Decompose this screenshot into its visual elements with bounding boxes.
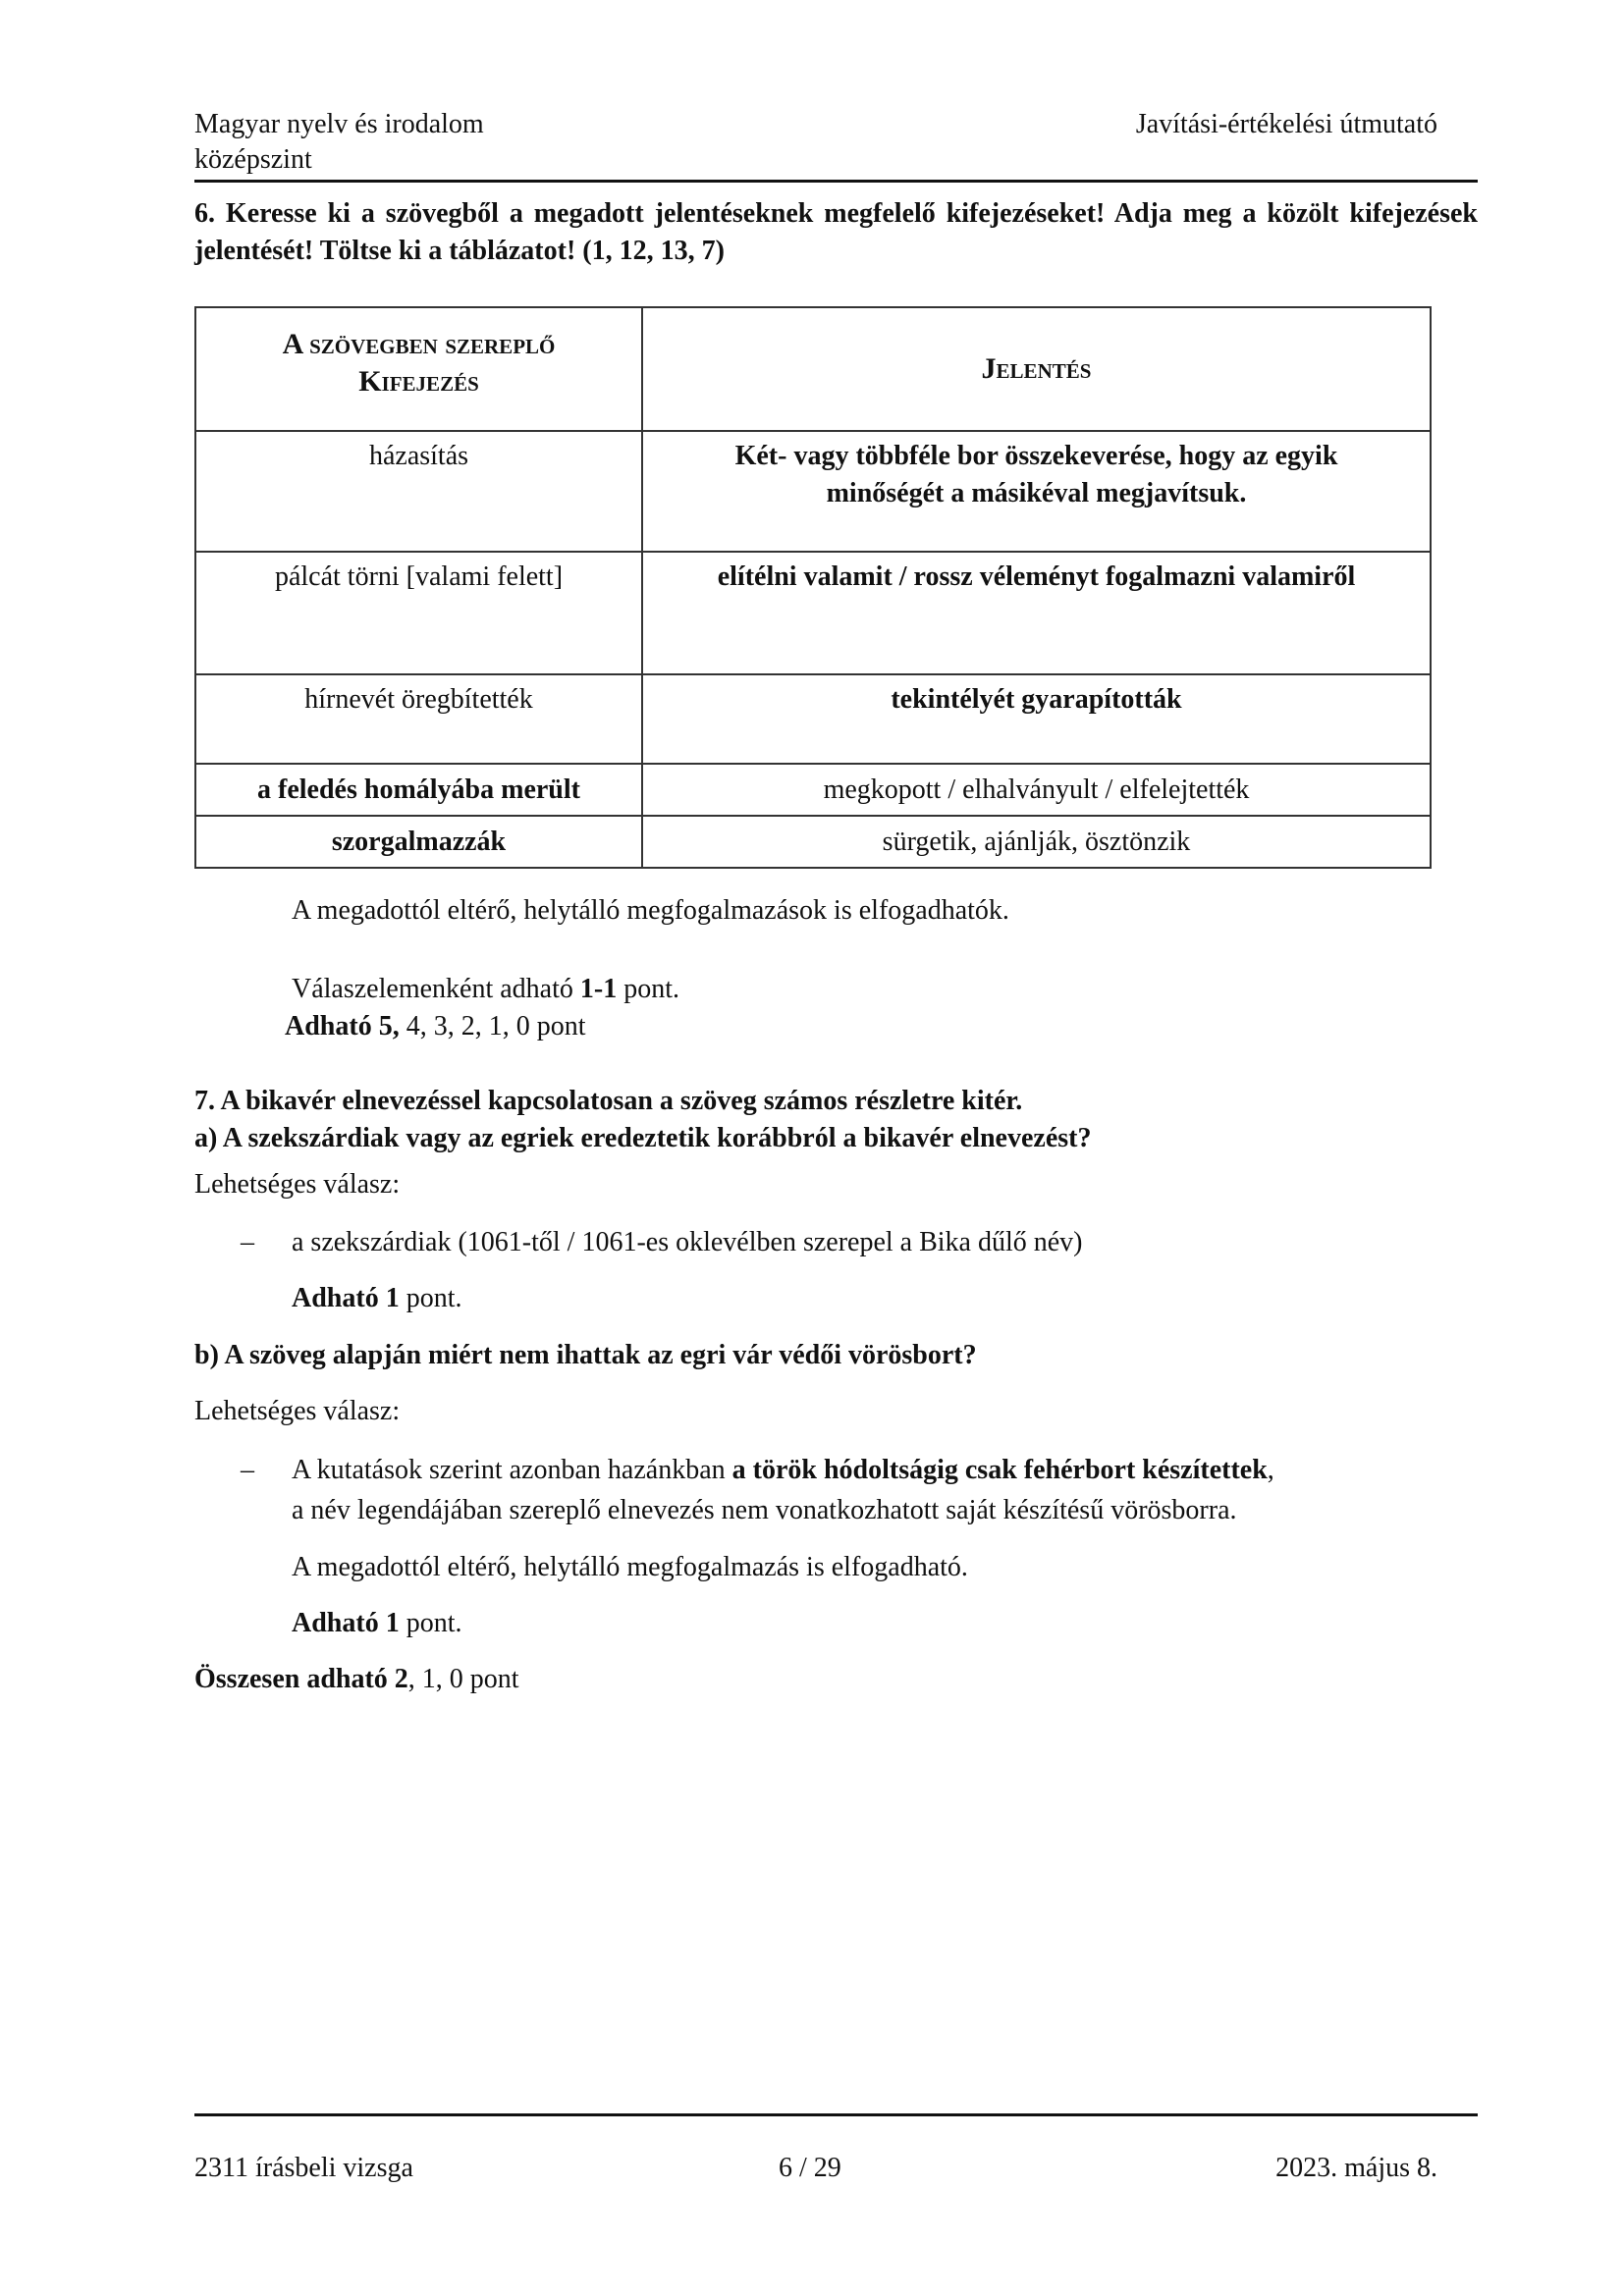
answer-table (194, 306, 1432, 869)
header-doc-type: Javítási-értékelési útmutató (1135, 109, 1437, 139)
task7b-score (292, 1607, 461, 1640)
task6-note: A megadottól eltérő, helytálló megfogalmazások is elfogadhatók. (292, 895, 1009, 926)
task7a-answer: a szekszárdiak (1061-től / 1061-es oklevélben szerepel a Bika dűlő név) (292, 1227, 1083, 1257)
answer-bold: a török hódoltságig csak fehérbort készítettek (731, 1455, 1268, 1485)
total-text: , 1, 0 pont (407, 1664, 519, 1694)
table-row (195, 674, 1431, 764)
table-cell-expression: pálcát törni [valami felett] (195, 552, 642, 674)
score-text: pont. (399, 1283, 462, 1313)
table-header-meaning: Jelentés (642, 307, 1431, 431)
scoring-text: Válaszelemenként adható (292, 974, 580, 1004)
task7-total-score (194, 1663, 519, 1696)
task6-scoring-line2 (285, 1010, 585, 1043)
scoring-bold: Adható 5, (285, 1011, 400, 1041)
header-expression-line1: A szövegben szereplő (282, 328, 556, 360)
table-row (195, 816, 1431, 868)
table-cell-expression: szorgalmazzák (195, 816, 642, 868)
table-cell-meaning: Két- vagy többféle bor összekeverése, hogy az egyik minőségét a másikéval megjavítsuk. (642, 431, 1431, 552)
scoring-bold: 1-1 (579, 974, 618, 1004)
table-row (195, 764, 1431, 816)
task7b-question: b) A szöveg alapján miért nem ihattak az egri vár védői vörösbort? (194, 1340, 977, 1370)
table-cell-meaning: tekintélyét gyarapították (642, 674, 1431, 764)
dash-bullet: – (241, 1455, 254, 1485)
task6-question: 6. Keresse ki a szövegből a megadott jelentéseknek megfelelő kifejezéseket! Adja meg a közölt kifejezések jelentését! Töltse ki a táblázatot! (1, 12, 13, 7) (194, 198, 1478, 266)
table-row (195, 431, 1431, 552)
footer-date: 2023. május 8. (1275, 2153, 1437, 2183)
score-bold: Adható 1 (292, 1608, 400, 1638)
footer-rule (194, 2113, 1478, 2116)
task7b-answer-line1 (292, 1454, 1274, 1487)
table-cell-expression: hírnevét öregbítették (195, 674, 642, 764)
header-expression-line2: Kifejezés (358, 365, 479, 398)
footer-page-number: 6 / 29 (779, 2153, 841, 2183)
dash-bullet: – (241, 1227, 254, 1257)
scoring-text: pont. (617, 974, 679, 1004)
task6-scoring-line1 (292, 973, 679, 1006)
table-cell-meaning: megkopott / elhalványult / elfelejtették (642, 764, 1431, 816)
task7a-score (292, 1282, 461, 1315)
answer-text: , (1267, 1455, 1274, 1485)
table-cell-meaning: elítélni valamit / rossz véleményt fogalmazni valamiről (642, 552, 1431, 674)
header-subject: Magyar nyelv és irodalom (194, 109, 484, 139)
scoring-text: 4, 3, 2, 1, 0 pont (399, 1011, 586, 1041)
score-text: pont. (399, 1608, 462, 1638)
table-cell-expression: a feledés homályába merült (195, 764, 642, 816)
footer-exam: 2311 írásbeli vizsga (194, 2153, 413, 2183)
answer-text: A kutatások szerint azonban hazánkban (292, 1455, 732, 1485)
table-row (195, 552, 1431, 674)
table-cell-expression: házasítás (195, 431, 642, 552)
task7b-possible-answer-label: Lehetséges válasz: (194, 1396, 401, 1426)
table-header-row (195, 307, 1431, 431)
score-bold: Adható 1 (292, 1283, 400, 1313)
header-level: középszint (194, 144, 312, 175)
task7a-possible-answer-label: Lehetséges válasz: (194, 1169, 401, 1200)
task7-question: 7. A bikavér elnevezéssel kapcsolatosan a szöveg számos részletre kitér. (194, 1086, 1023, 1116)
task7b-note: A megadottól eltérő, helytálló megfogalmazás is elfogadható. (292, 1552, 968, 1582)
task7b-answer-line2: a név legendájában szereplő elnevezés nem vonatkozhatott saját készítésű vörösborra. (292, 1495, 1237, 1525)
task7a-question: a) A szekszárdiak vagy az egriek eredeztetik korábbról a bikavér elnevezést? (194, 1123, 1092, 1153)
header-rule (194, 180, 1478, 183)
table-header-expression (195, 307, 642, 431)
table-cell-meaning: sürgetik, ajánlják, ösztönzik (642, 816, 1431, 868)
total-bold: Összesen adható 2 (194, 1664, 408, 1694)
